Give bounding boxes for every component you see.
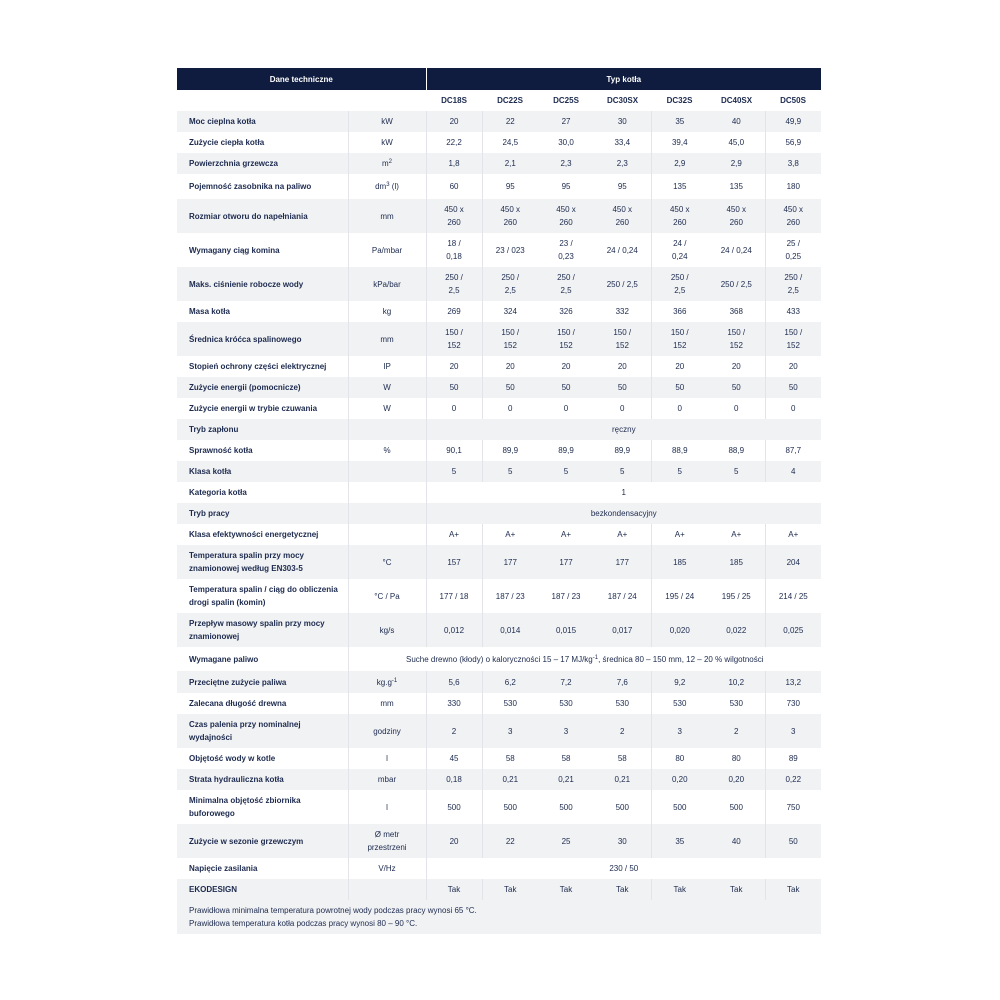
row-value: 9,2	[651, 671, 708, 693]
row-value: Tak	[765, 879, 821, 900]
row-label: Wymagany ciąg komina	[177, 233, 348, 267]
table-row	[177, 199, 821, 233]
table-row	[177, 524, 821, 545]
row-unit	[348, 879, 426, 900]
row-value: 50	[765, 377, 821, 398]
notes	[177, 900, 821, 934]
table-row	[177, 440, 821, 461]
row-value: 22	[482, 824, 538, 858]
row-value: 530	[538, 693, 594, 714]
row-value: 0,20	[651, 769, 708, 790]
row-value: 2,3	[594, 153, 651, 174]
row-value: 150 / 152	[651, 322, 708, 356]
row-value-span: 1	[426, 482, 821, 503]
row-value: 157	[426, 545, 482, 579]
row-value: 195 / 24	[651, 579, 708, 613]
model-name: DC30SX	[594, 90, 651, 111]
row-value: 1,8	[426, 153, 482, 174]
row-value: 40	[708, 824, 765, 858]
row-value: 88,9	[651, 440, 708, 461]
row-value: 22	[482, 111, 538, 132]
row-value: 150 / 152	[426, 322, 482, 356]
row-value: 0	[651, 398, 708, 419]
row-value: 50	[651, 377, 708, 398]
row-value: 177 / 18	[426, 579, 482, 613]
model-name: DC40SX	[708, 90, 765, 111]
row-label: Napięcie zasilania	[177, 858, 348, 879]
row-unit: mm	[348, 199, 426, 233]
row-unit: °C	[348, 545, 426, 579]
row-value: A+	[651, 524, 708, 545]
row-label: Minimalna objętość zbiornika buforowego	[177, 790, 348, 824]
table-row	[177, 858, 821, 879]
row-value: 58	[594, 748, 651, 769]
row-value: 530	[651, 693, 708, 714]
row-value: 450 x 260	[482, 199, 538, 233]
row-value: 450 x 260	[765, 199, 821, 233]
row-label: Zużycie w sezonie grzewczym	[177, 824, 348, 858]
row-value: 7,2	[538, 671, 594, 693]
row-value: 3	[765, 714, 821, 748]
row-value: 2	[426, 714, 482, 748]
row-value: 5	[538, 461, 594, 482]
row-value: 500	[594, 790, 651, 824]
row-value: Tak	[651, 879, 708, 900]
row-value: 0	[426, 398, 482, 419]
table-row	[177, 879, 821, 900]
row-value: 20	[765, 356, 821, 377]
row-label: Pojemność zasobnika na paliwo	[177, 174, 348, 199]
table-row	[177, 693, 821, 714]
row-value: 5	[708, 461, 765, 482]
row-unit: %	[348, 440, 426, 461]
models-row	[177, 90, 821, 111]
row-unit: W	[348, 398, 426, 419]
model-name: DC25S	[538, 90, 594, 111]
row-value: 0,18	[426, 769, 482, 790]
row-value: 0,21	[538, 769, 594, 790]
row-value: 180	[765, 174, 821, 199]
row-value: 150 / 152	[708, 322, 765, 356]
table-row	[177, 398, 821, 419]
header-row	[177, 68, 821, 90]
row-value-wide: Suche drewno (kłody) o kaloryczności 15 – 17 $MJ/kg^{-1}$, średnica 80 – 150 mm, 12 – 20 % wilgotności	[348, 647, 821, 671]
row-value: 250 / 2,5	[765, 267, 821, 301]
row-unit: $kg.g^{-1}$	[348, 671, 426, 693]
row-value: 89	[765, 748, 821, 769]
row-label: Tryb zapłonu	[177, 419, 348, 440]
header-technical-data: Dane techniczne	[177, 68, 426, 90]
table-row	[177, 790, 821, 824]
row-value: 150 / 152	[538, 322, 594, 356]
row-value: Tak	[708, 879, 765, 900]
row-value: 2,9	[651, 153, 708, 174]
model-name: DC50S	[765, 90, 821, 111]
row-value: 250 / 2,5	[482, 267, 538, 301]
row-value: 3	[538, 714, 594, 748]
row-value: 185	[708, 545, 765, 579]
row-value: 50	[538, 377, 594, 398]
row-unit: kW	[348, 111, 426, 132]
row-value: 88,9	[708, 440, 765, 461]
row-value: 89,9	[482, 440, 538, 461]
row-value: 30	[594, 824, 651, 858]
row-value: 25	[538, 824, 594, 858]
row-label: Czas palenia przy nominalnej wydajności	[177, 714, 348, 748]
row-value: 3,8	[765, 153, 821, 174]
row-unit: mm	[348, 322, 426, 356]
row-value: 366	[651, 301, 708, 322]
row-value: 269	[426, 301, 482, 322]
row-value: A+	[538, 524, 594, 545]
row-value: 150 / 152	[765, 322, 821, 356]
row-value: 35	[651, 111, 708, 132]
row-value: 730	[765, 693, 821, 714]
row-value: 332	[594, 301, 651, 322]
row-value: 39,4	[651, 132, 708, 153]
row-label: Klasa kotła	[177, 461, 348, 482]
row-value: 49,9	[765, 111, 821, 132]
row-value: 250 / 2,5	[708, 267, 765, 301]
row-value: 150 / 152	[482, 322, 538, 356]
row-value: 0,017	[594, 613, 651, 647]
table-row	[177, 301, 821, 322]
row-value: 35	[651, 824, 708, 858]
row-value: 0,014	[482, 613, 538, 647]
row-value: 95	[482, 174, 538, 199]
row-label: Powierzchnia grzewcza	[177, 153, 348, 174]
row-unit: l	[348, 748, 426, 769]
row-value: 500	[651, 790, 708, 824]
row-value: 2,1	[482, 153, 538, 174]
row-value: 135	[708, 174, 765, 199]
row-value: 60	[426, 174, 482, 199]
row-value: 0	[765, 398, 821, 419]
row-unit	[348, 461, 426, 482]
row-unit: V/Hz	[348, 858, 426, 879]
row-value: 24 / 0,24	[708, 233, 765, 267]
row-value: 750	[765, 790, 821, 824]
row-value: Tak	[426, 879, 482, 900]
row-value: 0,21	[482, 769, 538, 790]
note: Prawidłowa minimalna temperatura powrotnej wody podczas pracy wynosi 65 °C.	[189, 906, 477, 915]
row-label: Kategoria kotła	[177, 482, 348, 503]
row-value: 20	[482, 356, 538, 377]
row-value: 22,2	[426, 132, 482, 153]
row-value: 5	[482, 461, 538, 482]
row-label: Maks. ciśnienie robocze wody	[177, 267, 348, 301]
row-unit	[348, 419, 426, 440]
row-value: 58	[538, 748, 594, 769]
row-value: 250 / 2,5	[538, 267, 594, 301]
row-value: 530	[482, 693, 538, 714]
row-unit: Pa/mbar	[348, 233, 426, 267]
row-value: 20	[651, 356, 708, 377]
row-value: 56,9	[765, 132, 821, 153]
row-value: 89,9	[538, 440, 594, 461]
row-label: Zalecana długość drewna	[177, 693, 348, 714]
table-row	[177, 267, 821, 301]
row-value: 0,012	[426, 613, 482, 647]
row-value: 0	[482, 398, 538, 419]
row-value: 0	[708, 398, 765, 419]
row-value: 10,2	[708, 671, 765, 693]
row-value: 23 / 023	[482, 233, 538, 267]
technical-data-table	[177, 68, 821, 900]
row-value: 40	[708, 111, 765, 132]
row-value: 6,2	[482, 671, 538, 693]
table-row	[177, 769, 821, 790]
row-value: 58	[482, 748, 538, 769]
row-unit: l	[348, 790, 426, 824]
row-value: 177	[538, 545, 594, 579]
row-value: 50	[594, 377, 651, 398]
row-value: 20	[426, 824, 482, 858]
row-value: 25 / 0,25	[765, 233, 821, 267]
row-value: 214 / 25	[765, 579, 821, 613]
table-row	[177, 132, 821, 153]
model-name: DC32S	[651, 90, 708, 111]
row-label: Objętość wody w kotle	[177, 748, 348, 769]
row-value: 2,3	[538, 153, 594, 174]
row-value: 50	[765, 824, 821, 858]
row-value: 50	[426, 377, 482, 398]
row-value: 24,5	[482, 132, 538, 153]
row-value: 80	[708, 748, 765, 769]
row-unit: kW	[348, 132, 426, 153]
row-value: 23 / 0,23	[538, 233, 594, 267]
row-value: 530	[708, 693, 765, 714]
table-row	[177, 356, 821, 377]
row-unit	[348, 524, 426, 545]
row-value: 27	[538, 111, 594, 132]
row-value: 20	[594, 356, 651, 377]
row-label: EKODESIGN	[177, 879, 348, 900]
row-label: Stopień ochrony części elektrycznej	[177, 356, 348, 377]
row-label: Zużycie ciepła kotła	[177, 132, 348, 153]
table-row	[177, 153, 821, 174]
row-value: 4	[765, 461, 821, 482]
table-row	[177, 545, 821, 579]
row-value: 530	[594, 693, 651, 714]
table-row	[177, 671, 821, 693]
row-label: Zużycie energii w trybie czuwania	[177, 398, 348, 419]
row-value: 24 / 0,24	[651, 233, 708, 267]
row-value: 450 x 260	[708, 199, 765, 233]
row-unit: $m^2$	[348, 153, 426, 174]
row-label: Średnica króćca spalinowego	[177, 322, 348, 356]
row-value: 250 / 2,5	[426, 267, 482, 301]
row-value: 0	[538, 398, 594, 419]
row-label: Wymagane paliwo	[177, 647, 348, 671]
row-value: 0	[594, 398, 651, 419]
row-value: 135	[651, 174, 708, 199]
table-row	[177, 714, 821, 748]
table-row	[177, 503, 821, 524]
row-value: 20	[426, 356, 482, 377]
row-value: 324	[482, 301, 538, 322]
row-value: 80	[651, 748, 708, 769]
table-body	[177, 90, 821, 900]
row-value: 89,9	[594, 440, 651, 461]
row-value: 250 / 2,5	[651, 267, 708, 301]
row-value: 50	[708, 377, 765, 398]
table-row	[177, 111, 821, 132]
row-unit: godziny	[348, 714, 426, 748]
row-value: 500	[482, 790, 538, 824]
row-value: 3	[482, 714, 538, 748]
table-row	[177, 377, 821, 398]
row-value: 95	[594, 174, 651, 199]
row-value: 90,1	[426, 440, 482, 461]
row-value: Tak	[538, 879, 594, 900]
table-row	[177, 579, 821, 613]
row-label: Temperatura spalin / ciąg do obliczenia drogi spalin (komin)	[177, 579, 348, 613]
row-unit: kg/s	[348, 613, 426, 647]
table-row	[177, 322, 821, 356]
row-label: Sprawność kotła	[177, 440, 348, 461]
note: Prawidłowa temperatura kotła podczas pracy wynosi 80 – 90 °C.	[189, 919, 418, 928]
technical-data-sheet	[177, 68, 821, 934]
row-value: 450 x 260	[651, 199, 708, 233]
row-unit	[348, 482, 426, 503]
row-value: A+	[594, 524, 651, 545]
row-value: 500	[708, 790, 765, 824]
row-value-span: ręczny	[426, 419, 821, 440]
table-row	[177, 613, 821, 647]
row-value: 195 / 25	[708, 579, 765, 613]
row-value: 45	[426, 748, 482, 769]
row-label: Rozmiar otworu do napełniania	[177, 199, 348, 233]
row-label: Moc cieplna kotła	[177, 111, 348, 132]
row-value: 433	[765, 301, 821, 322]
row-value: 204	[765, 545, 821, 579]
row-value: 500	[426, 790, 482, 824]
row-value: 0,015	[538, 613, 594, 647]
table-row	[177, 419, 821, 440]
row-value-span: bezkondensacyjny	[426, 503, 821, 524]
row-unit: mm	[348, 693, 426, 714]
row-value: A+	[482, 524, 538, 545]
row-value: A+	[426, 524, 482, 545]
row-value: 0,20	[708, 769, 765, 790]
row-unit	[348, 503, 426, 524]
row-value: 13,2	[765, 671, 821, 693]
table-row	[177, 748, 821, 769]
row-value: 5	[426, 461, 482, 482]
row-unit: mbar	[348, 769, 426, 790]
row-value: 187 / 23	[482, 579, 538, 613]
row-value: A+	[765, 524, 821, 545]
row-value: 20	[426, 111, 482, 132]
table-row	[177, 647, 821, 671]
row-value: 5	[651, 461, 708, 482]
row-value: 250 / 2,5	[594, 267, 651, 301]
row-value: 500	[538, 790, 594, 824]
row-value: 5	[594, 461, 651, 482]
row-value: 2,9	[708, 153, 765, 174]
row-value: 0,022	[708, 613, 765, 647]
table-row	[177, 482, 821, 503]
row-value: 150 / 152	[594, 322, 651, 356]
row-label: Temperatura spalin przy mocy znamionowej według EN303-5	[177, 545, 348, 579]
model-name: DC18S	[426, 90, 482, 111]
header-boiler-type: Typ kotła	[426, 68, 821, 90]
row-label: Klasa efektywności energetycznej	[177, 524, 348, 545]
row-value: 187 / 23	[538, 579, 594, 613]
row-value: 185	[651, 545, 708, 579]
row-value: 7,6	[594, 671, 651, 693]
row-unit: $dm^3$ (l)	[348, 174, 426, 199]
row-unit: IP	[348, 356, 426, 377]
row-value: 30	[594, 111, 651, 132]
row-unit: kg	[348, 301, 426, 322]
row-value: 95	[538, 174, 594, 199]
row-value: 18 / 0,18	[426, 233, 482, 267]
table-row	[177, 461, 821, 482]
row-value: 45,0	[708, 132, 765, 153]
row-label: Tryb pracy	[177, 503, 348, 524]
row-label: Przepływ masowy spalin przy mocy znamionowej	[177, 613, 348, 647]
table-row	[177, 824, 821, 858]
row-value: 177	[482, 545, 538, 579]
row-unit: kPa/bar	[348, 267, 426, 301]
row-value: 177	[594, 545, 651, 579]
row-value: 20	[708, 356, 765, 377]
row-value: 2	[708, 714, 765, 748]
row-unit: Ø metr przestrzeni	[348, 824, 426, 858]
row-value: 30,0	[538, 132, 594, 153]
row-value: 0,020	[651, 613, 708, 647]
row-label: Zużycie energii (pomocnicze)	[177, 377, 348, 398]
row-value: A+	[708, 524, 765, 545]
row-value: 87,7	[765, 440, 821, 461]
row-value-span: 230 / 50	[426, 858, 821, 879]
row-label: Przeciętne zużycie paliwa	[177, 671, 348, 693]
row-value: 20	[538, 356, 594, 377]
row-unit: W	[348, 377, 426, 398]
row-value: 50	[482, 377, 538, 398]
row-value: 3	[651, 714, 708, 748]
row-label: Strata hydrauliczna kotła	[177, 769, 348, 790]
row-value: 33,4	[594, 132, 651, 153]
row-value: 330	[426, 693, 482, 714]
row-value: Tak	[594, 879, 651, 900]
row-value: 187 / 24	[594, 579, 651, 613]
row-unit: °C / Pa	[348, 579, 426, 613]
row-value: 450 x 260	[538, 199, 594, 233]
model-name: DC22S	[482, 90, 538, 111]
row-value: 24 / 0,24	[594, 233, 651, 267]
row-value: 326	[538, 301, 594, 322]
row-value: 0,21	[594, 769, 651, 790]
table-row	[177, 233, 821, 267]
row-value: 5,6	[426, 671, 482, 693]
row-value: 2	[594, 714, 651, 748]
row-value: Tak	[482, 879, 538, 900]
row-value: 450 x 260	[594, 199, 651, 233]
row-value: 450 x 260	[426, 199, 482, 233]
row-value: 0,025	[765, 613, 821, 647]
table-row	[177, 174, 821, 199]
row-label: Masa kotła	[177, 301, 348, 322]
row-value: 0,22	[765, 769, 821, 790]
row-value: 368	[708, 301, 765, 322]
